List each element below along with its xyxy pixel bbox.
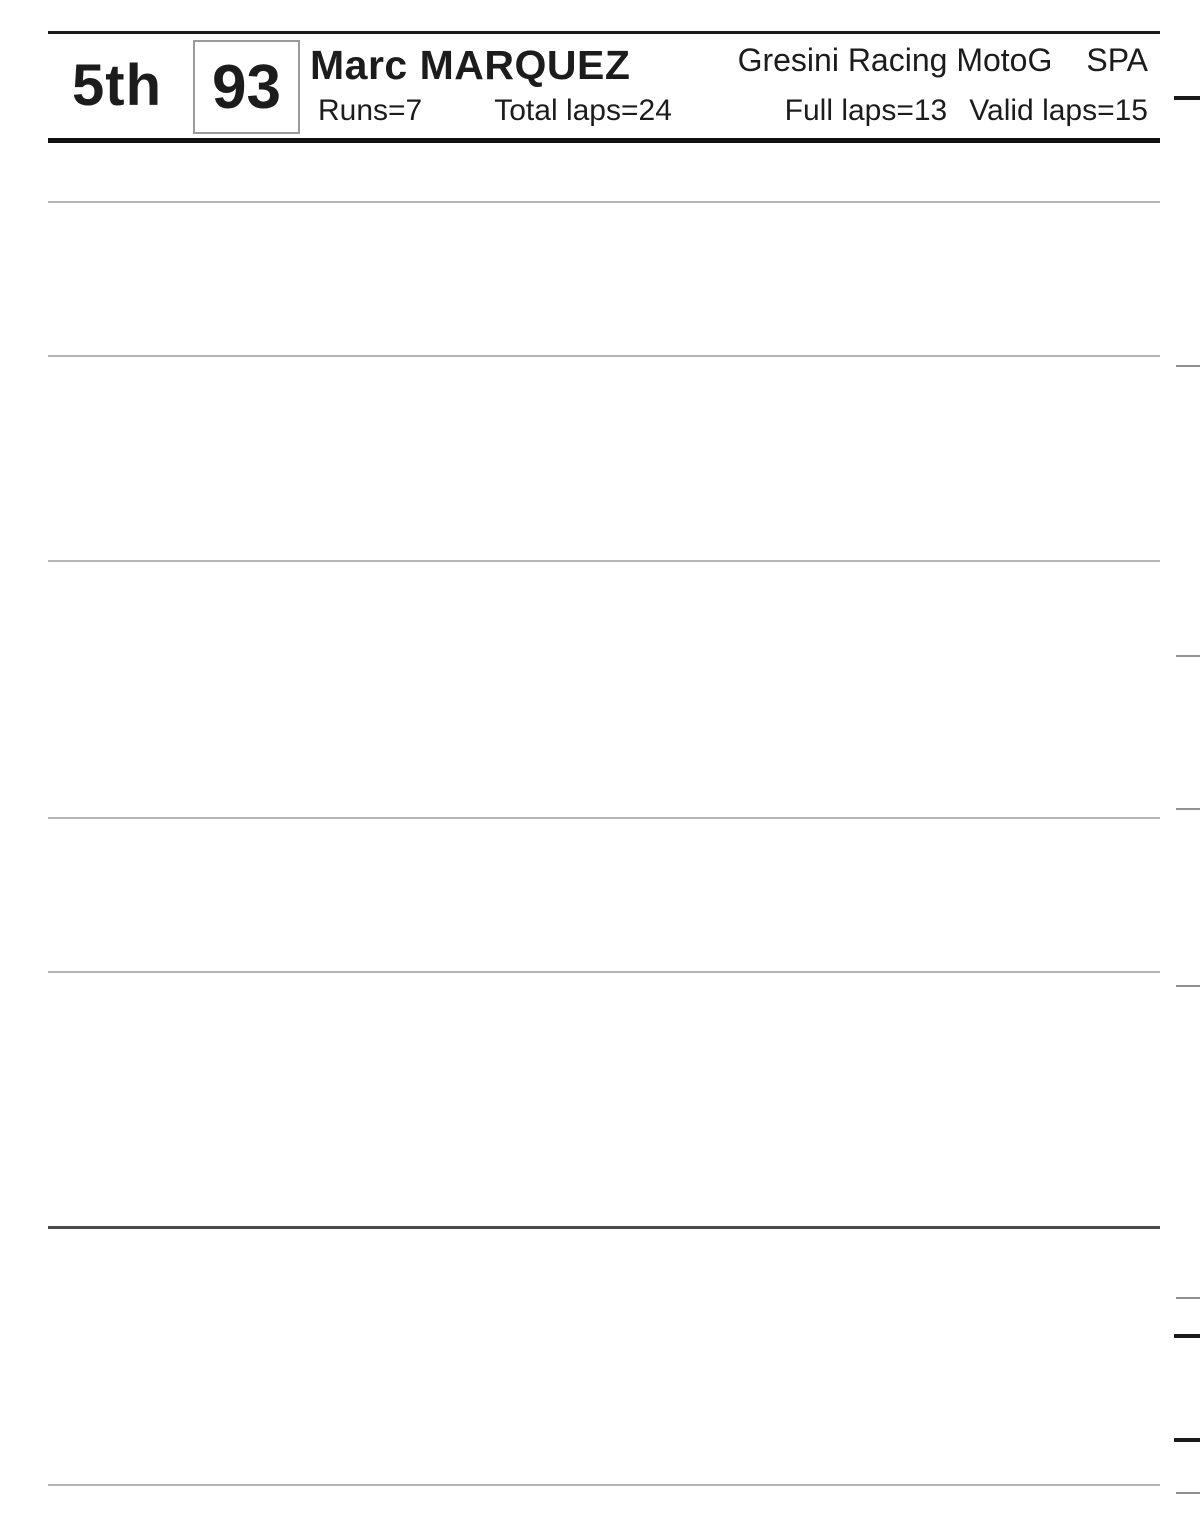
lap-row — [48, 1127, 1160, 1178]
runs-stats-line — [318, 94, 672, 128]
lap-row — [48, 819, 1160, 870]
lap-row — [48, 921, 1160, 972]
lap-row — [48, 357, 1160, 408]
edge-tick-mark — [1176, 365, 1200, 367]
edge-tick-mark — [1176, 1297, 1200, 1299]
lap-row — [48, 768, 1160, 819]
header-rule — [48, 138, 1160, 143]
lap-row — [48, 460, 1160, 511]
lap-row — [48, 1229, 1160, 1280]
edge-tick-mark — [1176, 808, 1200, 810]
lap-row — [48, 306, 1160, 357]
lap-row — [48, 511, 1160, 562]
rider-number: 93 — [212, 52, 281, 122]
edge-tick-mark — [1176, 655, 1200, 657]
rider-name: Marc MARQUEZ — [310, 42, 631, 88]
lap-row — [48, 1024, 1160, 1075]
edge-tick-mark — [1174, 1334, 1200, 1338]
total-laps-count: Total laps=24 — [494, 94, 672, 127]
edge-tick-mark — [1176, 1492, 1200, 1494]
lap-row — [48, 1383, 1160, 1434]
lap-row — [48, 1281, 1160, 1332]
lap-row — [48, 152, 1160, 203]
full-laps-count: Full laps=13 — [784, 94, 948, 127]
lap-row — [48, 1332, 1160, 1383]
lap-row — [48, 665, 1160, 716]
lap-row — [48, 614, 1160, 665]
lap-row — [48, 255, 1160, 306]
lap-row — [48, 716, 1160, 767]
lap-row — [48, 1434, 1160, 1485]
valid-laps-count: Valid laps=15 — [969, 94, 1148, 127]
rider-number-box — [193, 40, 300, 134]
lap-row — [48, 870, 1160, 921]
edge-tick-mark — [1174, 1438, 1200, 1442]
runs-count: Runs=7 — [318, 94, 423, 127]
lap-row — [48, 973, 1160, 1024]
team-line — [738, 42, 1148, 79]
rider-nation: SPA — [1086, 42, 1148, 78]
lap-row — [48, 203, 1160, 254]
lap-table — [48, 152, 1160, 1486]
lap-row — [48, 408, 1160, 459]
laps-stats-line — [785, 94, 1148, 128]
lap-row — [48, 1075, 1160, 1126]
edge-tick-mark — [1174, 96, 1200, 100]
top-rule — [48, 31, 1160, 34]
lap-row — [48, 1178, 1160, 1229]
team-name: Gresini Racing MotoG — [737, 42, 1053, 78]
lap-row — [48, 562, 1160, 613]
edge-tick-mark — [1176, 985, 1200, 987]
position-label: 5th — [72, 53, 162, 118]
